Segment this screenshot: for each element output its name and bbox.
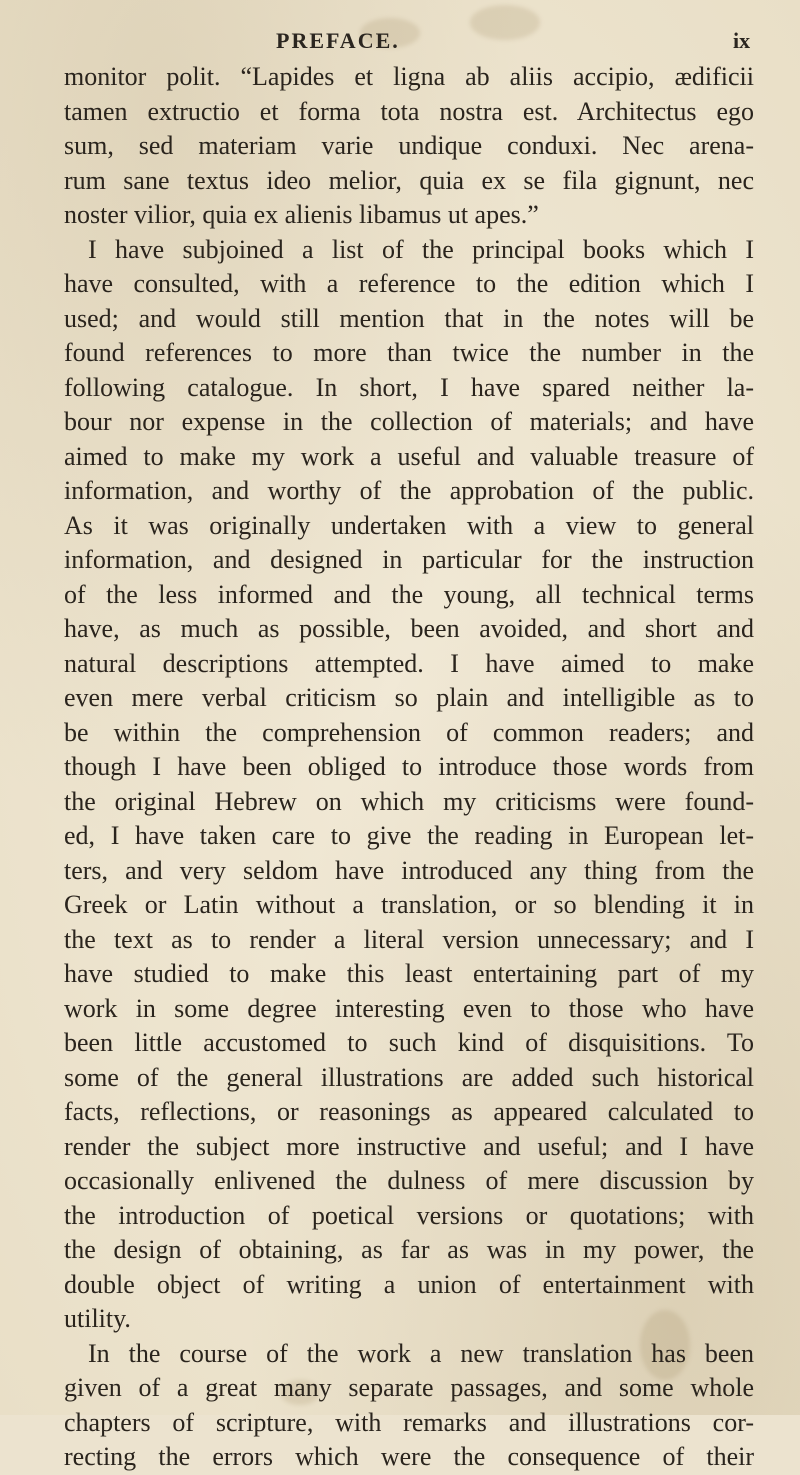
text-line: noster vilior, quia ex alienis libamus ut apes.” <box>64 200 539 229</box>
text-line: In the course of the work a new translation has been <box>88 1338 754 1368</box>
text-line: ed, I have taken care to give the reading in European let- <box>64 821 754 850</box>
text-line: As it was originally undertaken with a view to general <box>64 510 754 540</box>
text-line: recting the errors which were the consequence of their <box>64 1442 754 1471</box>
text-line: the text as to render a literal version unnecessary; and I <box>64 924 754 954</box>
text-line: natural descriptions attempted. I have aimed to make <box>64 648 754 678</box>
text-line: render the subject more instructive and useful; and I have <box>64 1131 754 1161</box>
text-line: given of a great many separate passages, and some whole <box>64 1373 754 1402</box>
text-line: be within the comprehension of common readers; and <box>64 717 754 747</box>
text-line: aimed to make my work a useful and valuable treasure of <box>64 441 754 471</box>
text-line: though I have been obliged to introduce those words from <box>64 752 754 781</box>
text-line: some of the general illustrations are added such historical <box>64 1062 754 1092</box>
text-line: occasionally enlivened the dulness of mere discussion by <box>64 1166 754 1195</box>
text-line: facts, reflections, or reasonings as appeared calculated to <box>64 1097 754 1126</box>
body-text <box>64 60 754 1475</box>
text-line: utility. <box>64 1304 131 1333</box>
paragraph-2 <box>64 233 754 1337</box>
text-line: used; and would still mention that in the notes will be <box>64 303 754 333</box>
text-line: have consulted, with a reference to the edition which I <box>64 269 754 298</box>
text-line: even mere verbal criticism so plain and intelligible as to <box>64 683 754 712</box>
text-line: I have subjoined a list of the principal books which I <box>88 234 754 264</box>
paragraph-3 <box>64 1337 754 1475</box>
text-line: information, and designed in particular for the instruction <box>64 545 754 574</box>
text-line: have studied to make this least entertaining part of my <box>64 959 754 988</box>
text-line: double object of writing a union of entertainment with <box>64 1269 754 1299</box>
text-line: sum, sed materiam varie undique conduxi. Nec arena- <box>64 131 754 160</box>
text-line: ters, and very seldom have introduced any thing from the <box>64 855 754 885</box>
text-line: the original Hebrew on which my criticisms were found- <box>64 786 754 816</box>
text-line: following catalogue. In short, I have spared neither la- <box>64 372 754 402</box>
running-head: PREFACE. <box>276 28 400 53</box>
text-line: of the less informed and the young, all technical terms <box>64 579 754 609</box>
text-line: monitor polit. “Lapides et ligna ab aliis accipio, ædificii <box>64 62 754 91</box>
text-line: have, as much as possible, been avoided, and short and <box>64 614 754 643</box>
text-line: tamen extructio et forma tota nostra est. Architectus ego <box>64 96 754 126</box>
paragraph-1 <box>64 60 754 233</box>
page-number: ix <box>733 28 751 53</box>
text-line: Greek or Latin without a translation, or so blending it in <box>64 890 754 919</box>
text-line: chapters of scripture, with remarks and illustrations cor- <box>64 1407 754 1437</box>
text-line: bour nor expense in the collection of materials; and have <box>64 407 754 436</box>
text-line: the introduction of poetical versions or quotations; with <box>64 1200 754 1230</box>
text-line: work in some degree interesting even to those who have <box>64 993 754 1023</box>
text-line: been little accustomed to such kind of disquisitions. To <box>64 1028 754 1057</box>
text-line: rum sane textus ideo melior, quia ex se fila gignunt, nec <box>64 165 754 195</box>
text-line: information, and worthy of the approbation of the public. <box>64 476 754 505</box>
text-line: the design of obtaining, as far as was in my power, the <box>64 1235 754 1264</box>
text-line: found references to more than twice the number in the <box>64 338 754 367</box>
